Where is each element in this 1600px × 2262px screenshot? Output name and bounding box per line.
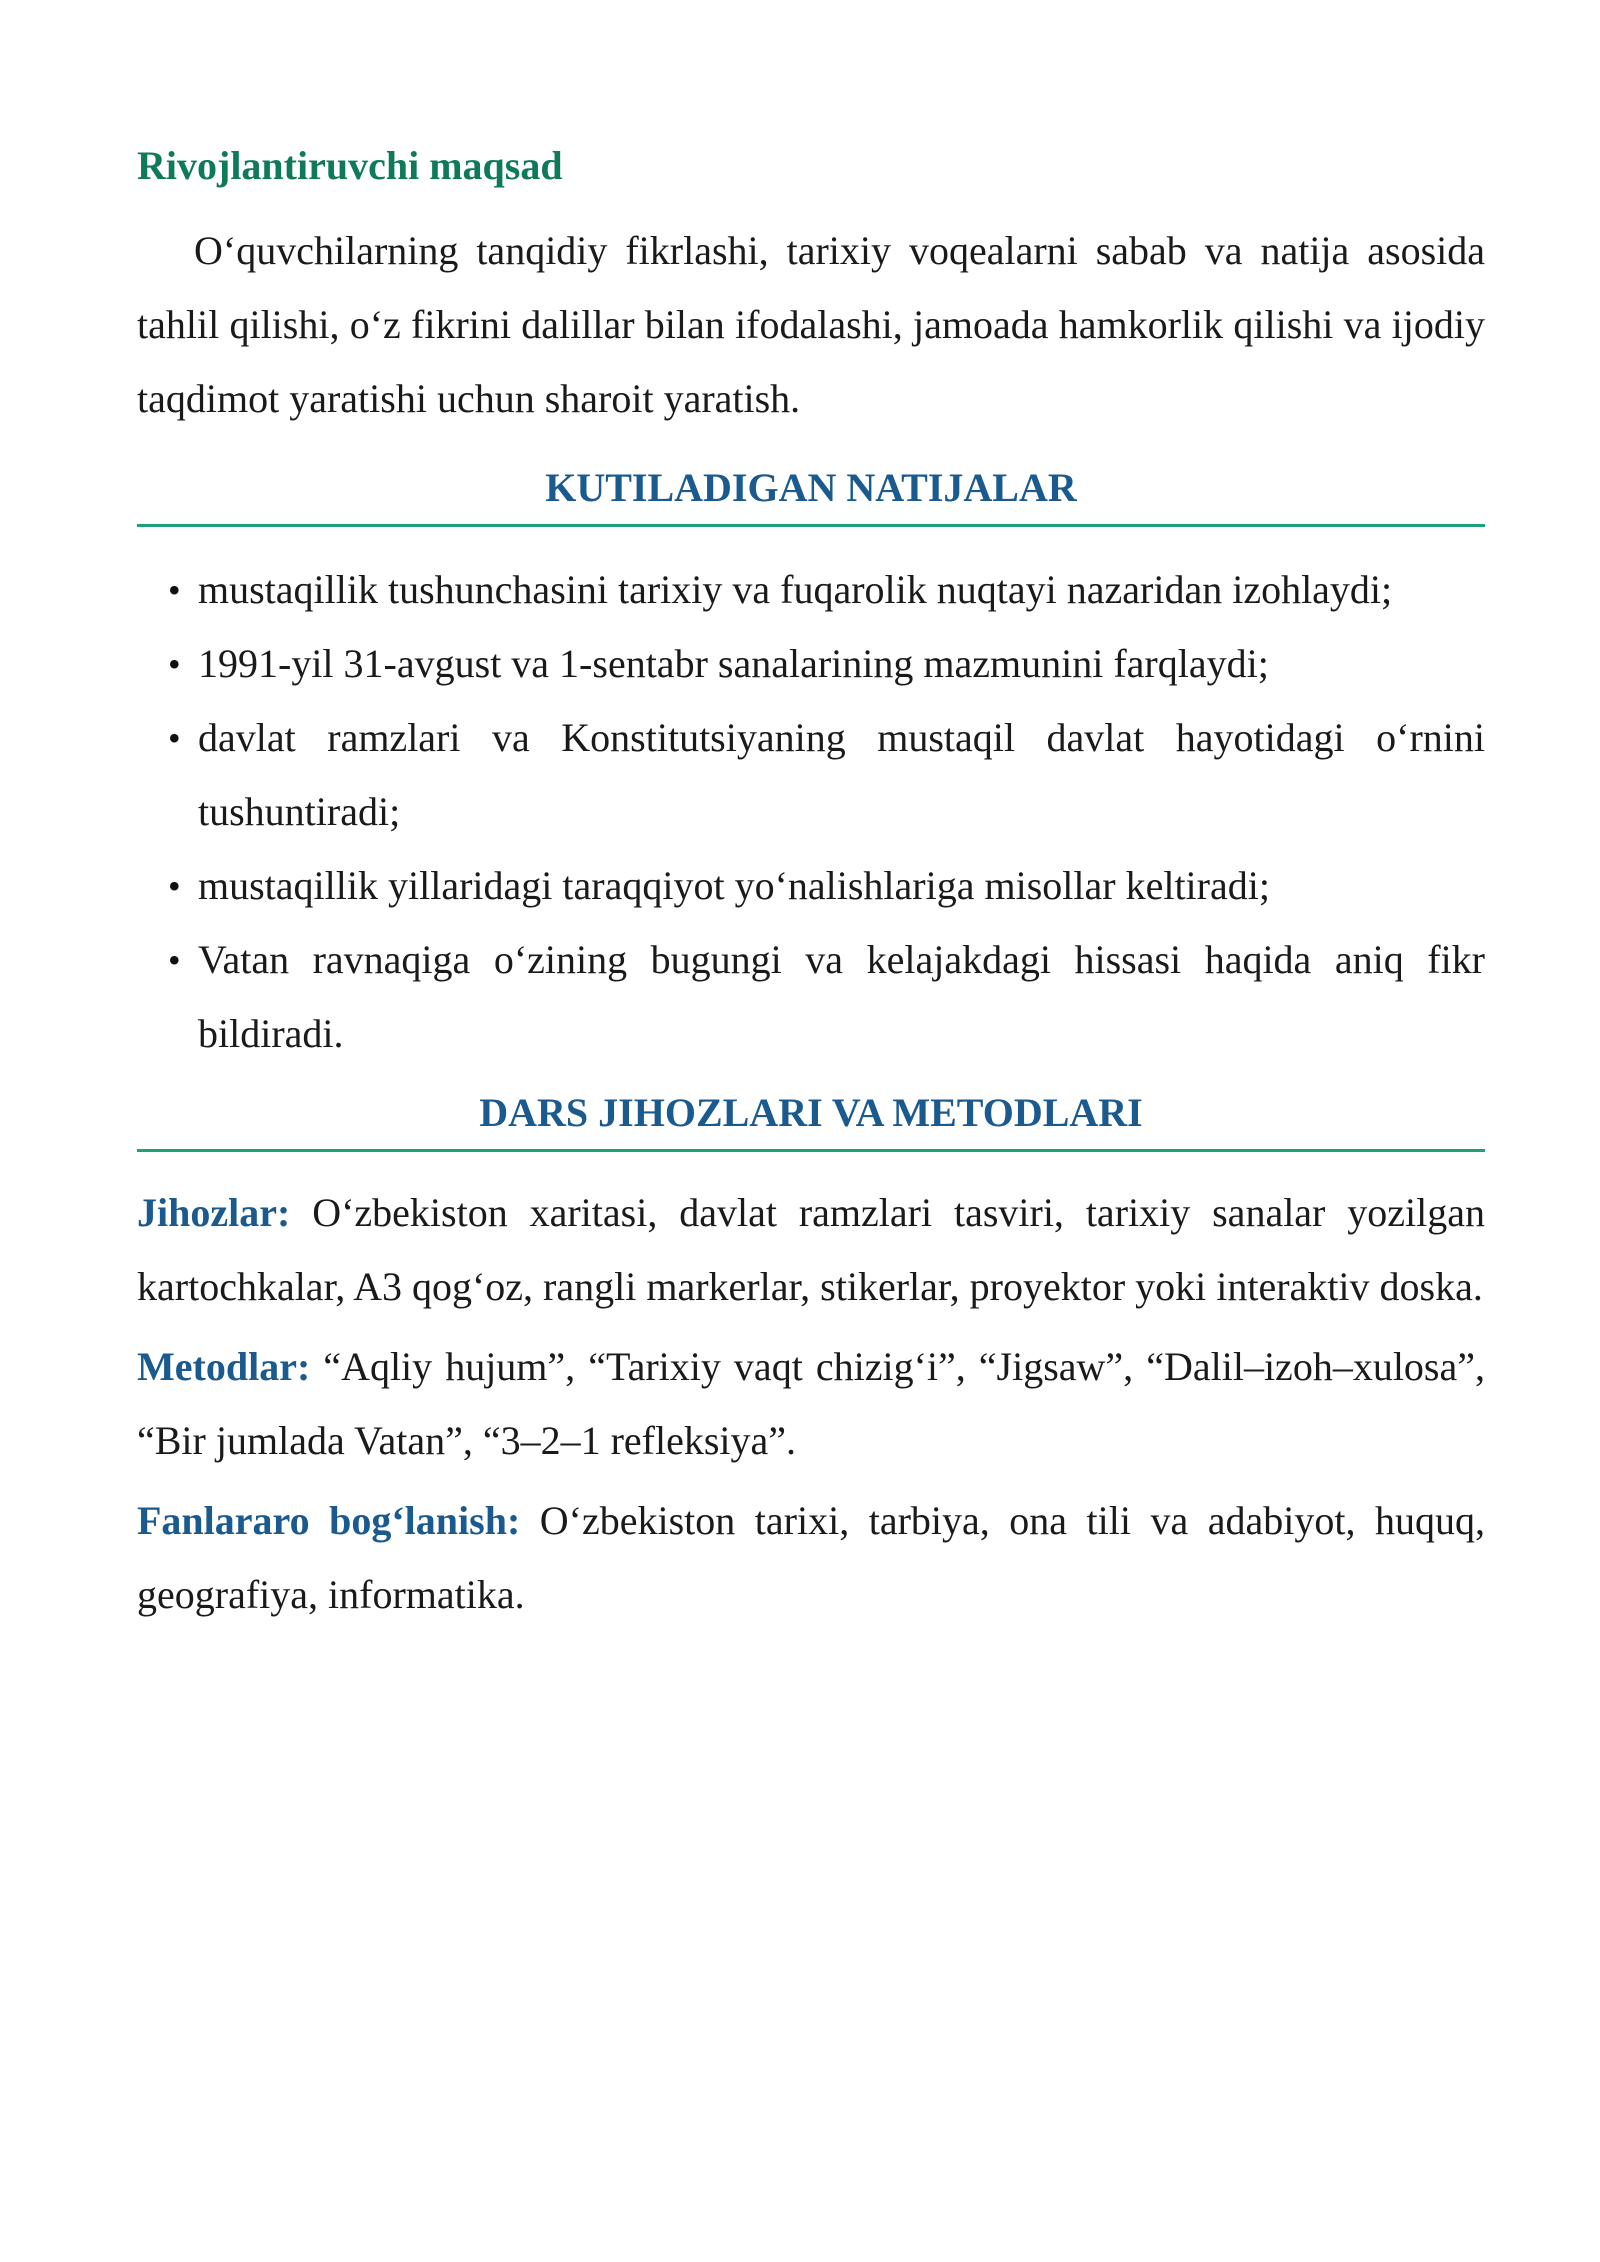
page-content xyxy=(137,138,1485,1632)
methods-paragraph xyxy=(137,1330,1485,1478)
list-item-text: davlat ramzlari va Konstitutsiyaning mustaqil davlat hayotidagi o‘rnini tushuntiradi; xyxy=(198,715,1485,834)
equipment-label: Jihozlar: xyxy=(137,1190,291,1235)
list-item-text: Vatan ravnaqiga o‘zining bugungi va kelajakdagi hissasi haqida aniq fikr bildiradi. xyxy=(198,937,1485,1056)
equipment-heading: DARS JIHOZLARI VA METODLARI xyxy=(137,1085,1485,1152)
list-item xyxy=(137,553,1485,627)
list-item-text: mustaqillik tushunchasini tarixiy va fuqarolik nuqtayi nazaridan izohlaydi; xyxy=(198,567,1393,612)
goal-paragraph: O‘quvchilarning tanqidiy fikrlashi, tarixiy voqealarni sabab va natija asosida tahlil qilishi, o‘z fikrini dalillar bilan ifodalashi, jamoada hamkorlik qilishi va ijodiy taqdimot yaratishi uchun sharoit yaratish. xyxy=(137,228,1485,421)
bullet-icon: • xyxy=(168,866,181,906)
list-item xyxy=(137,849,1485,923)
equipment-paragraph xyxy=(137,1176,1485,1324)
list-item-text: mustaqillik yillaridagi taraqqiyot yo‘nalishlariga misollar keltiradi; xyxy=(198,863,1270,908)
list-item xyxy=(137,701,1485,849)
equipment-text: O‘zbekiston xaritasi, davlat ramzlari tasviri, tarixiy sanalar yozilgan kartochkalar, A3 qog‘oz, rangli markerlar, stikerlar, proyektor yoki interaktiv doska. xyxy=(137,1190,1485,1309)
outcomes-list xyxy=(137,553,1485,1071)
interdisciplinary-label: Fanlararo bog‘lanish: xyxy=(137,1498,521,1543)
bullet-icon: • xyxy=(168,718,181,758)
goal-heading: Rivojlantiruvchi maqsad xyxy=(137,143,563,188)
list-item-text: 1991-yil 31-avgust va 1-sentabr sanalarining mazmunini farqlaydi; xyxy=(198,641,1269,686)
bullet-icon: • xyxy=(168,644,181,684)
interdisciplinary-text: O‘zbekiston tarixi, tarbiya, ona tili va adabiyot, huquq, geografiya, informatika. xyxy=(137,1498,1486,1617)
list-item xyxy=(137,923,1485,1071)
bullet-icon: • xyxy=(168,940,181,980)
outcomes-heading: KUTILADIGAN NATIJALAR xyxy=(137,460,1485,527)
list-item xyxy=(137,627,1485,701)
bullet-icon: • xyxy=(168,570,181,610)
methods-label: Metodlar: xyxy=(137,1344,311,1389)
interdisciplinary-paragraph xyxy=(137,1484,1485,1632)
methods-text: “Aqliy hujum”, “Tarixiy vaqt chizig‘i”, “Jigsaw”, “Dalil–izoh–xulosa”, “Bir jumlada Vatan”, “3–2–1 refleksiya”. xyxy=(137,1344,1485,1463)
